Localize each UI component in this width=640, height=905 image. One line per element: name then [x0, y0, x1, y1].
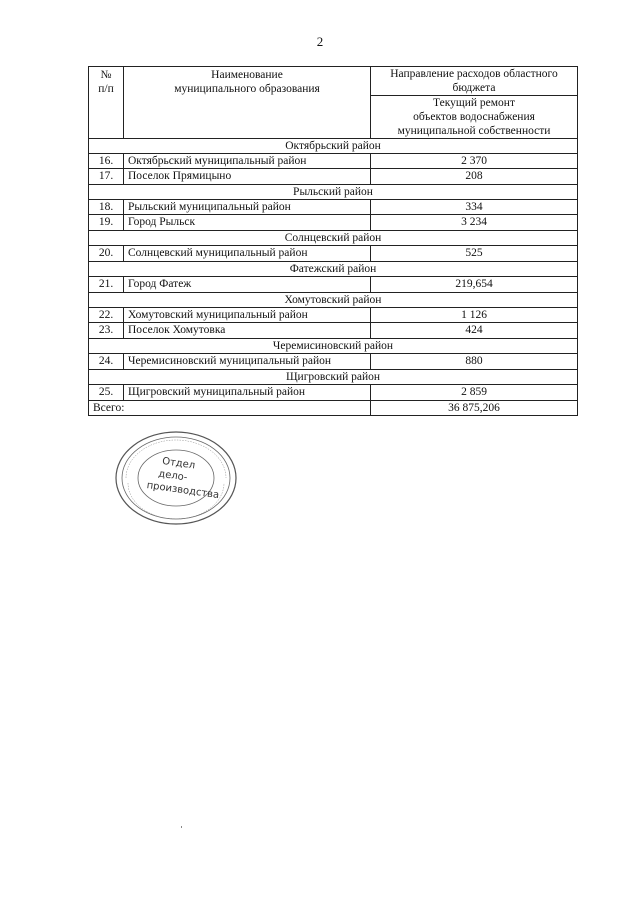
page-number: 2 — [316, 34, 324, 49]
stamp-line-3: производства — [145, 480, 220, 502]
row-number: 16. — [89, 154, 124, 169]
scan-mark — [181, 826, 182, 828]
district-row — [89, 339, 578, 354]
table-row — [89, 169, 578, 185]
row-number: 20. — [89, 246, 124, 262]
table-row — [89, 154, 578, 169]
municipality-name: Черемисиновский муниципальный район — [124, 354, 371, 370]
municipality-name: Октябрьский муниципальный район — [124, 154, 371, 169]
header-number-label: № п/п — [98, 69, 114, 95]
header-direction-label: Направление расходов областного бюджета — [390, 68, 558, 94]
district-row — [89, 370, 578, 385]
row-number: 17. — [89, 169, 124, 185]
expense-value: 219,654 — [371, 277, 578, 293]
table-row — [89, 385, 578, 401]
expense-value: 2 859 — [371, 385, 578, 401]
row-number: 25. — [89, 385, 124, 401]
municipality-name: Город Фатеж — [124, 277, 371, 293]
header-number — [89, 67, 124, 139]
expense-value: 424 — [371, 323, 578, 339]
district-name: Щигровский район — [89, 370, 578, 385]
budget-table — [88, 66, 578, 416]
total-row — [89, 401, 578, 416]
district-row — [89, 185, 578, 200]
stamp-graphic — [112, 428, 240, 528]
expense-value: 1 126 — [371, 308, 578, 323]
district-name: Хомутовский район — [89, 293, 578, 308]
office-stamp — [112, 428, 240, 528]
municipality-name: Хомутовский муниципальный район — [124, 308, 371, 323]
district-name: Октябрьский район — [89, 139, 578, 154]
municipality-name: Поселок Хомутовка — [124, 323, 371, 339]
row-number: 21. — [89, 277, 124, 293]
table-row — [89, 323, 578, 339]
district-row — [89, 262, 578, 277]
table-row — [89, 215, 578, 231]
municipality-name: Щигровский муниципальный район — [124, 385, 371, 401]
district-name: Фатежский район — [89, 262, 578, 277]
header-subheader-label: Текущий ремонт объектов водоснабжения муниципальной собственности — [397, 97, 551, 137]
expense-value: 525 — [371, 246, 578, 262]
total-label: Всего: — [89, 401, 371, 416]
table-row — [89, 277, 578, 293]
header-subheader — [371, 96, 578, 139]
district-row — [89, 139, 578, 154]
expense-value: 334 — [371, 200, 578, 215]
district-name: Солнцевский район — [89, 231, 578, 246]
municipality-name: Поселок Прямицыно — [124, 169, 371, 185]
row-number: 18. — [89, 200, 124, 215]
table-row — [89, 246, 578, 262]
expense-value: 2 370 — [371, 154, 578, 169]
municipality-name: Рыльский муниципальный район — [124, 200, 371, 215]
row-number: 19. — [89, 215, 124, 231]
stamp-line-2: дело- — [157, 468, 189, 484]
table-header — [89, 67, 578, 139]
expense-value: 880 — [371, 354, 578, 370]
total-value: 36 875,206 — [371, 401, 578, 416]
district-row — [89, 231, 578, 246]
expense-value: 208 — [371, 169, 578, 185]
municipality-name: Город Рыльск — [124, 215, 371, 231]
table-body — [89, 139, 578, 401]
district-name: Рыльский район — [89, 185, 578, 200]
expense-value: 3 234 — [371, 215, 578, 231]
row-number: 23. — [89, 323, 124, 339]
stamp-line-1: Отдел — [161, 455, 196, 472]
table-row — [89, 200, 578, 215]
municipality-name: Солнцевский муниципальный район — [124, 246, 371, 262]
row-number: 24. — [89, 354, 124, 370]
header-municipality — [124, 67, 371, 139]
table-row — [89, 354, 578, 370]
table-row — [89, 308, 578, 323]
district-row — [89, 293, 578, 308]
row-number: 22. — [89, 308, 124, 323]
district-name: Черемисиновский район — [89, 339, 578, 354]
header-direction — [371, 67, 578, 96]
header-municipality-label: Наименование муниципального образования — [174, 69, 320, 95]
